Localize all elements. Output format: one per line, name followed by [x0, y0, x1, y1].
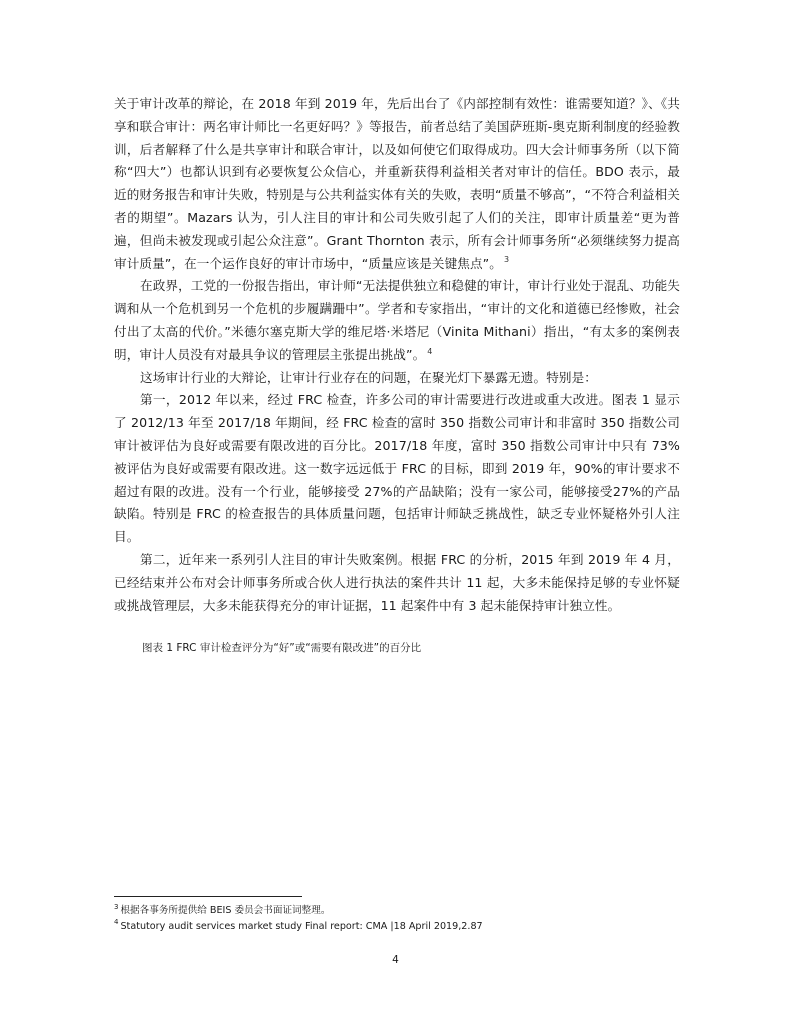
footnotes: [114, 903, 680, 934]
paragraph-5-text: 第二，近年来一系列引人注目的审计失败案例。根据 FRC 的分析，2015 年到 2019 年 4 月，已经结束并公布对会计师事务所或合伙人进行执法的案件共计 11 起，大多未能保持足够的专业怀疑或挑战管理层，大多未能获得充分的审计证据，11 起案件中有 3 起未能保持审计独立性。: [114, 551, 680, 613]
footnote-mark: 4: [114, 918, 119, 927]
figure-caption: 图表 1 FRC 审计检查评分为“好”或“需要有限改进”的百分比: [142, 642, 422, 654]
paragraph-3: [114, 367, 680, 390]
page-number: 4: [392, 954, 399, 966]
paragraph-4: [114, 389, 680, 549]
paragraph-2: [114, 275, 680, 366]
paragraph-4-text: 第一，2012 年以来，经过 FRC 检查，许多公司的审计需要进行改进或重大改进。图表 1 显示了 2012/13 年至 2017/18 年期间，经 FRC 检查的富时 350 指数公司审计和非富时 350 指数公司审计被评估为良好或需要有限改进的百分比。2017/18 年度，富时 350 指数公司审计中只有 73%被评估为良好或需要有限改进。这一数字远远低于 FRC 的目标，即到 2019 年，90%的审计要求不超过有限的改进。没有一个行业，能够接受 27%的产品缺陷；没有一家公司，能够接受27%的产品缺陷。特别是 FRC 的检查报告的具体质量问题，包括审计师缺乏挑战性，缺乏专业怀疑格外引人注目。: [114, 392, 680, 545]
footnote-text: 根据各事务所提供给 BEIS 委员会书面证词整理。: [120, 905, 331, 916]
paragraph-2-text: 在政界，工党的一份报告指出，审计师“无法提供独立和稳健的审计，审计行业处于混乱、功能失调和从一个危机到另一个危机的步履蹒跚中”。学者和专家指出，“审计的文化和道德已经惨败，社会付出了太高的代价。”米德尔塞克斯大学的维尼塔·米塔尼（Vinita Mithani）指出，“有太多的案例表明，审计人员没有对最具争议的管理层主张提出挑战”。: [114, 278, 680, 362]
footnote-ref-4[interactable]: 4: [427, 346, 433, 356]
paragraph-1-text: 关于审计改革的辩论，在 2018 年到 2019 年，先后出台了《内部控制有效性：谁需要知道？》、《共享和联合审计：两名审计师比一名更好吗？》等报告，前者总结了美国萨班斯-奥克斯利制度的经验教训，后者解释了什么是共享审计和联合审计，以及如何使它们取得成功。四大会计师事务所（以下简称“四大”）也都认识到有必要恢复公众信心，并重新获得利益相关者对审计的信任。BDO 表示，最近的财务报告和审计失败，特别是与公共利益实体有关的失败，表明“质量不够高”，“不符合利益相关者的期望”。Mazars 认为，引人注目的审计和公司失败引起了人们的关注，即审计质量差“更为普遍，但尚未被发现或引起公众注意”。Grant Thornton 表示，所有会计师事务所“必须继续努力提高审计质量”，在一个运作良好的审计市场中，“质量应该是关键焦点”。: [114, 96, 680, 271]
footnote-3: [114, 903, 680, 919]
footnote-4: [114, 919, 680, 935]
paragraph-1: [114, 93, 680, 275]
footnote-text: Statutory audit services market study Final report: CMA |18 April 2019,2.87: [120, 920, 483, 932]
footnote-mark: 3: [114, 902, 119, 911]
footnote-ref-3[interactable]: 3: [504, 255, 510, 265]
body-text: [114, 93, 680, 617]
paragraph-5: [114, 549, 680, 617]
footnote-divider: [114, 896, 302, 897]
paragraph-3-text: 这场审计行业的大辩论，让审计行业存在的问题，在聚光灯下暴露无遗。特别是：: [140, 369, 597, 385]
